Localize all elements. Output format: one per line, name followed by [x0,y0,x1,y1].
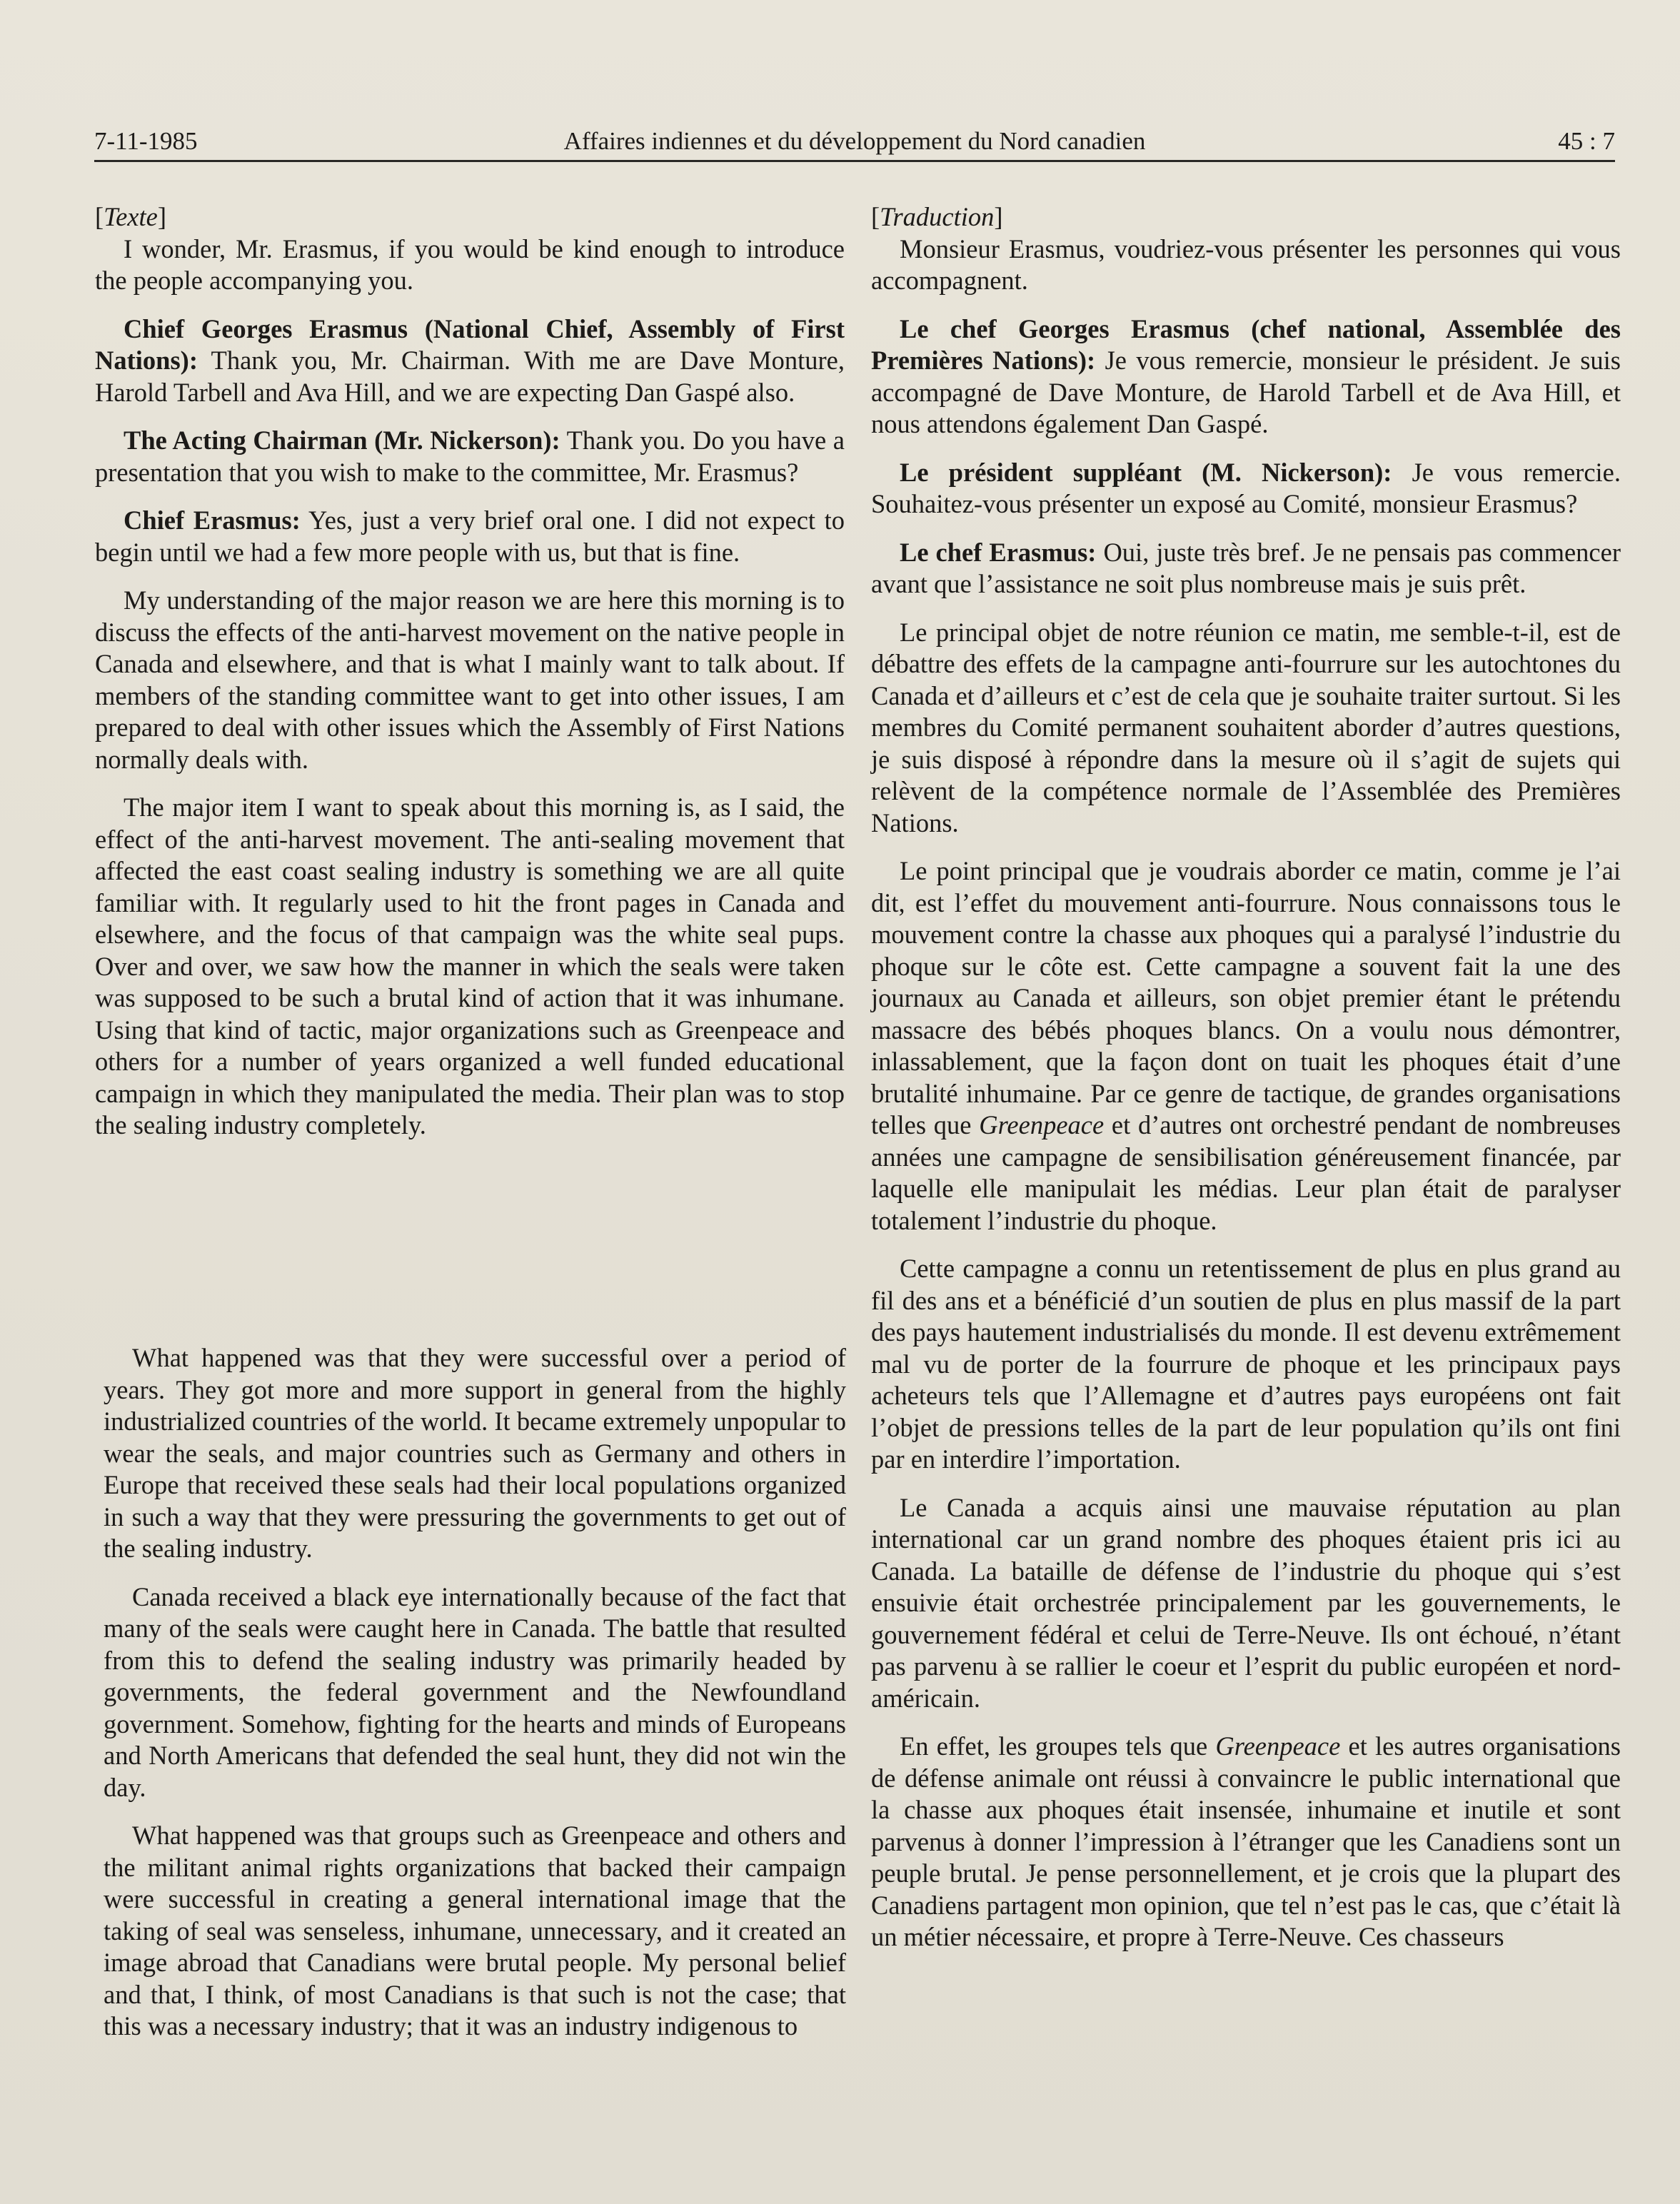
paragraph-7: What happened was that they were successful over a period of years. They got more and more support in general from the highly industrialized countries of the world. It became extremely unpopular to wear the seals, and major countries such as Germany and others in Europe that received these seals had their local populations organized in such a way that they were pressuring the governments to get out of the sealing industry. [104,1343,846,1563]
paragraph-3-fr: Le président suppléant (M. Nickerson): Je vous remercie. Souhaitez-vous présenter un exposé au Comité, monsieur Erasmus? [871,457,1621,518]
text-marker: [Texte] [95,202,167,231]
header-title: Affaires indiennes et du développement du Nord canadien [563,127,1146,155]
paragraph-9: What happened was that groups such as Greenpeace and others and the militant animal rights organizations that backed their campaign were successful in creating a general international image that the taking of seal was senseless, inhumane, unnecessary, and it created an image abroad that Canadians were brutal people. My personal belief and that, I think, of most Canadians is that such is not the case; that this was a necessary industry; that it was an industry indigenous to [104,1821,846,2041]
paragraph-2: Chief Georges Erasmus (National Chief, Assembly of First Nations): Thank you, Mr. Chairman. With me are Dave Monture, Harold Tarbell and Ava Hill, and we are expecting Dan Gaspé also. [95,313,845,407]
english-column-continued [104,1342,846,2059]
speaker-name: Chief Georges Erasmus (National Chief, Assembly of First Nations): [95,313,845,375]
header-page-number: 45 : 7 [1558,127,1615,155]
organization-name: Greenpeace [979,1110,1105,1139]
speaker-name: Le chef Georges Erasmus (chef national, Assemblée des Premières Nations): [871,313,1621,375]
speaker-name: Le chef Erasmus: [900,537,1097,567]
paragraph-8-fr: Le Canada a acquis ainsi une mauvaise réputation au plan international car un grand nombre des phoques étaient pris ici au Canada. La bataille de défense de l’industrie du phoque qui s’est ensuivie était orchestrée principalement par les gouvernements, le gouvernement fédéral et celui de Terre-Neuve. Ils ont échoué, n’étant pas parvenu à se rallier le coeur et l’esprit du public européen et nord-américain. [871,1492,1621,1713]
paragraph-8: Canada received a black eye internationally because of the fact that many of the seals were caught here in Canada. The battle that resulted from this to defend the sealing industry was primarily headed by governments, the federal government and the Newfoundland government. Somehow, fighting for the hearts and minds of Europeans and North Americans that defended the seal hunt, they did not win the day. [104,1581,846,1802]
paragraph-3: The Acting Chairman (Mr. Nickerson): Thank you. Do you have a presentation that you wish to make to the committee, Mr. Erasmus? [95,426,845,487]
speaker-name: Chief Erasmus: [124,505,301,535]
speaker-name: The Acting Chairman (Mr. Nickerson): [124,426,560,455]
french-column [871,201,1621,1970]
paragraph-4: Chief Erasmus: Yes, just a very brief oral one. I did not expect to begin until we had a few more people with us, but that is fine. [95,505,845,567]
paragraph-4-fr: Le chef Erasmus: Oui, juste très bref. Je ne pensais pas commencer avant que l’assistance ne soit plus nombreuse mais je suis prêt. [871,537,1621,598]
paragraph-5: My understanding of the major reason we are here this morning is to discuss the effects of the anti-harvest movement on the native people in Canada and elsewhere, and that is what I mainly want to talk about. If members of the standing committee want to get into other issues, I am prepared to deal with other issues which the Assembly of First Nations normally deals with. [95,585,845,774]
header-date: 7-11-1985 [94,127,198,155]
paragraph-7-fr: Cette campagne a connu un retentissement de plus en plus grand au fil des ans et a bénéficié d’un soutien de plus en plus massif de la part des pays hautement industrialisés du monde. Il est devenu extrêmement mal vu de porter de la fourrure de phoque et les principaux pays acheteurs tels que l’Allemagne et d’autres pays européens ont fait l’objet de pressions telles de la part de leur population qu’ils ont fini par en interdire l’importation. [871,1254,1621,1474]
paragraph-6-fr: Le point principal que je voudrais aborder ce matin, comme je l’ai dit, est l’effet du mouvement anti-fourrure. Nous connaissons tous le mouvement contre la chasse aux phoques qui a paralysé l’industrie du phoque sur le côte est. Cette campagne a souvent fait la une des journaux au Canada et ailleurs, son objet premier étant le prétendu massacre des bébés phoques blancs. On a voulu nous démontrer, inlassablement, que la façon dont on tuait les phoques était d’une brutalité inhumaine. Par ce genre de tactique, de grandes organisations telles que Greenpeace et d’autres ont orchestré pendant de nombreuses années une campagne de sensibilisation généreusement financée, par laquelle elle manipulait les médias. Leur plan était de paralyser totalement l’industrie du phoque. [871,856,1621,1235]
translation-marker: [Traduction] [871,202,1003,231]
paragraph-1-fr: Monsieur Erasmus, voudriez-vous présenter les personnes qui vous accompagnent. [871,233,1621,295]
speaker-name: Le président suppléant (M. Nickerson): [900,457,1392,487]
paragraph-2-fr: Le chef Georges Erasmus (chef national, Assemblée des Premières Nations): Je vous remercie, monsieur le président. Je suis accompagné de Dave Monture, de Harold Tarbell et de Ava Hill, et nous attendons également Dan Gaspé. [871,313,1621,438]
paragraph-6: The major item I want to speak about this morning is, as I said, the effect of the anti-harvest movement. The anti-sealing movement that affected the east coast sealing industry is something we are all quite familiar with. It regularly used to hit the front pages in Canada and elsewhere, and the focus of that campaign was the white seal pups. Over and over, we saw how the manner in which the seals were taken was supposed to be such a brutal kind of action that it was inhumane. Using that kind of tactic, major organizations such as Greenpeace and others for a number of years organized a well funded educational campaign in which they manipulated the media. Their plan was to stop the sealing industry completely. [95,792,845,1139]
paragraph-5-fr: Le principal objet de notre réunion ce matin, me semble-t-il, est de débattre des effets de la campagne anti-fourrure sur les autochtones du Canada et d’ailleurs et c’est de cela que je souhaite traiter surtout. Si les membres du Comité permanent souhaitent aborder d’autres questions, je suis disposé à répondre dans la mesure où il s’agit de sujets qui relèvent de la compétence normale de l’Assemblée des Premières Nations. [871,617,1621,837]
english-column [95,201,845,1158]
paragraph-9-fr: En effet, les groupes tels que Greenpeace et les autres organisations de défense animale ont réussi à convaincre le public international que la chasse aux phoques était insensée, inhumaine et inutile et sont parvenus à donner l’impression à l’étranger que les Canadiens sont un peuple brutal. Je pense personnellement, et je crois que la plupart des Canadiens partagent mon opinion, que tel n’est pas le cas, que c’était là un métier nécessaire, et propre à Terre-Neuve. Ces chasseurs [871,1731,1621,1951]
organization-name: Greenpeace [1215,1731,1341,1761]
paragraph-1: I wonder, Mr. Erasmus, if you would be kind enough to introduce the people accompanying you. [95,233,845,295]
running-header [94,123,1615,162]
